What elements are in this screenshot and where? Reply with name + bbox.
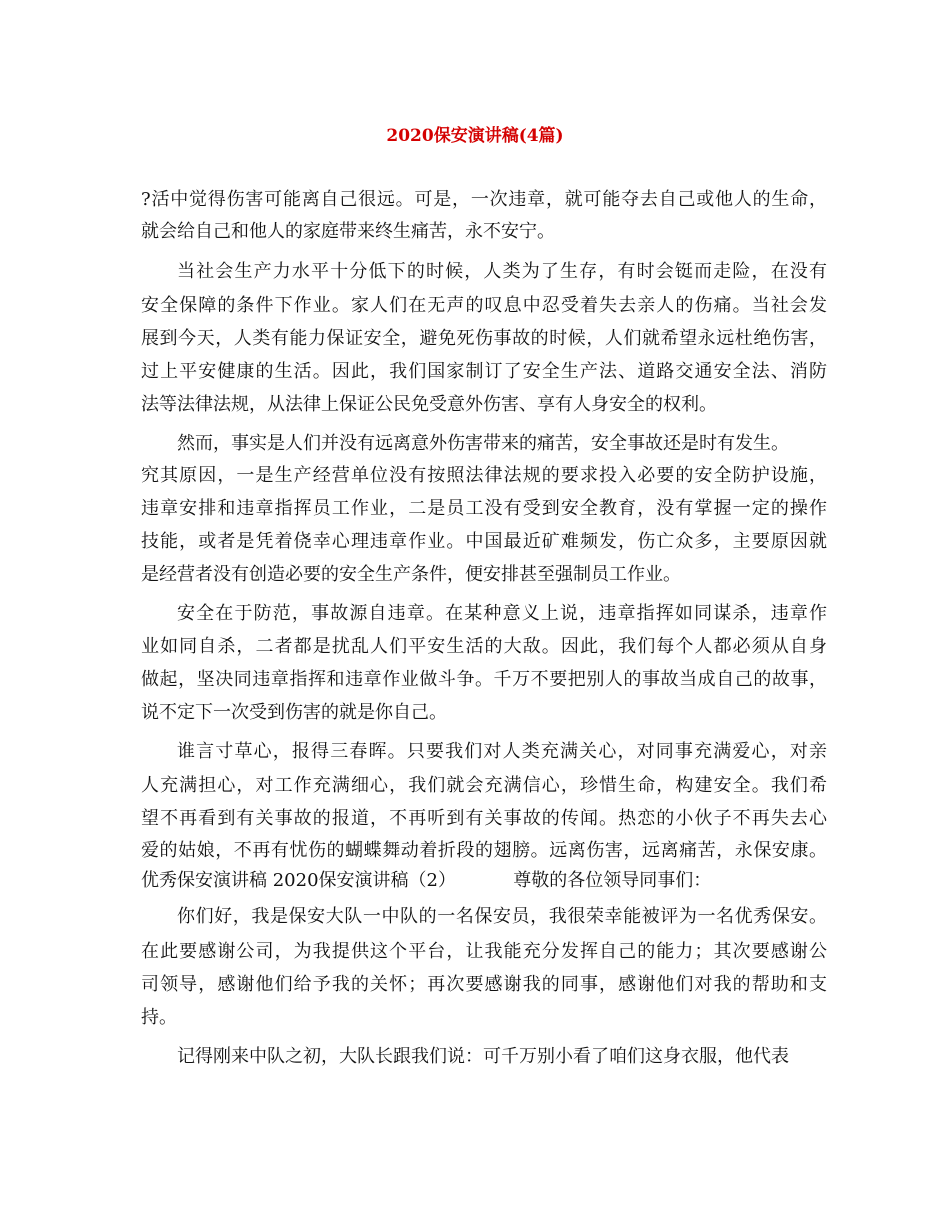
body-line: ?活中觉得伤害可能离自己很远。可是，一次违章，就可能夺去自己或他人的生命， <box>141 189 827 210</box>
body-line: 安全在于防范，事故源自违章。在某种意义上说，违章指挥如同谋杀，违章作 <box>177 603 827 624</box>
body-line: 说不定下一次受到伤害的就是你自己。 <box>141 702 447 723</box>
body-line: 做起，坚决同违章指挥和违章作业做斗争。千万不要把别人的事故当成自己的故事， <box>141 669 827 690</box>
body-line: 法等法律法规，从法律上保证公民免受意外伤害、享有人身安全的权利。 <box>141 394 717 415</box>
body-line: 然而，事实是人们并没有远离意外伤害带来的痛苦，安全事故还是时有发生。 <box>177 433 789 454</box>
body-line: 优秀保安演讲稿 2020保安演讲稿（2） 尊敬的各位领导同事们： <box>141 870 712 891</box>
body-line: 就会给自己和他人的家庭带来终生痛苦，永不安宁。 <box>141 221 555 242</box>
body-line: 谁言寸草心，报得三春晖。只要我们对人类充满关心，对同事充满爱心，对亲 <box>177 741 827 762</box>
body-line: 持。 <box>141 1007 177 1028</box>
body-line: 爱的姑娘，不再有忧伤的蝴蝶舞动着折段的翅膀。远离伤害，远离痛苦，永保安康。 <box>141 840 827 861</box>
body-line: 究其原因，一是生产经营单位没有按照法律法规的要求投入必要的安全防护设施， <box>141 465 827 486</box>
body-line: 当社会生产力水平十分低下的时候，人类为了生存，有时会铤而走险，在没有 <box>177 261 827 282</box>
body-line: 过上平安健康的生活。因此，我们国家制订了安全生产法、道路交通安全法、消防 <box>141 361 827 382</box>
body-line: 业如同自杀，二者都是扰乱人们平安生活的大敌。因此，我们每个人都必须从自身 <box>141 636 827 657</box>
body-line: 你们好，我是保安大队一中队的一名保安员，我很荣幸能被评为一名优秀保安。 <box>177 906 827 927</box>
body-line: 司领导，感谢他们给予我的关怀；再次要感谢我的同事，感谢他们对我的帮助和支 <box>141 974 827 995</box>
body-line: 望不再看到有关事故的报道，不再听到有关事故的传闻。热恋的小伙子不再失去心 <box>141 808 827 829</box>
body-line: 在此要感谢公司，为我提供这个平台，让我能充分发挥自己的能力；其次要感谢公 <box>141 941 827 962</box>
body-line: 记得刚来中队之初，大队长跟我们说：可千万别小看了咱们这身衣服，他代表 <box>177 1046 789 1067</box>
document-title: 2020保安演讲稿(4篇) <box>386 126 564 146</box>
body-line: 是经营者没有创造必要的安全生产条件，便安排甚至强制员工作业。 <box>141 564 681 585</box>
body-line: 违章安排和违章指挥员工作业，二是员工没有受到安全教育，没有掌握一定的操作 <box>141 498 827 519</box>
body-line: 人充满担心，对工作充满细心，我们就会充满信心，珍惜生命，构建安全。我们希 <box>141 775 827 796</box>
body-line: 安全保障的条件下作业。家人们在无声的叹息中忍受着失去亲人的伤痛。当社会发 <box>141 295 827 316</box>
body-line: 展到今天，人类有能力保证安全，避免死伤事故的时候，人们就希望永远杜绝伤害， <box>141 328 827 349</box>
body-line: 技能，或者是凭着侥幸心理违章作业。中国最近矿难频发，伤亡众多，主要原因就 <box>141 531 827 552</box>
